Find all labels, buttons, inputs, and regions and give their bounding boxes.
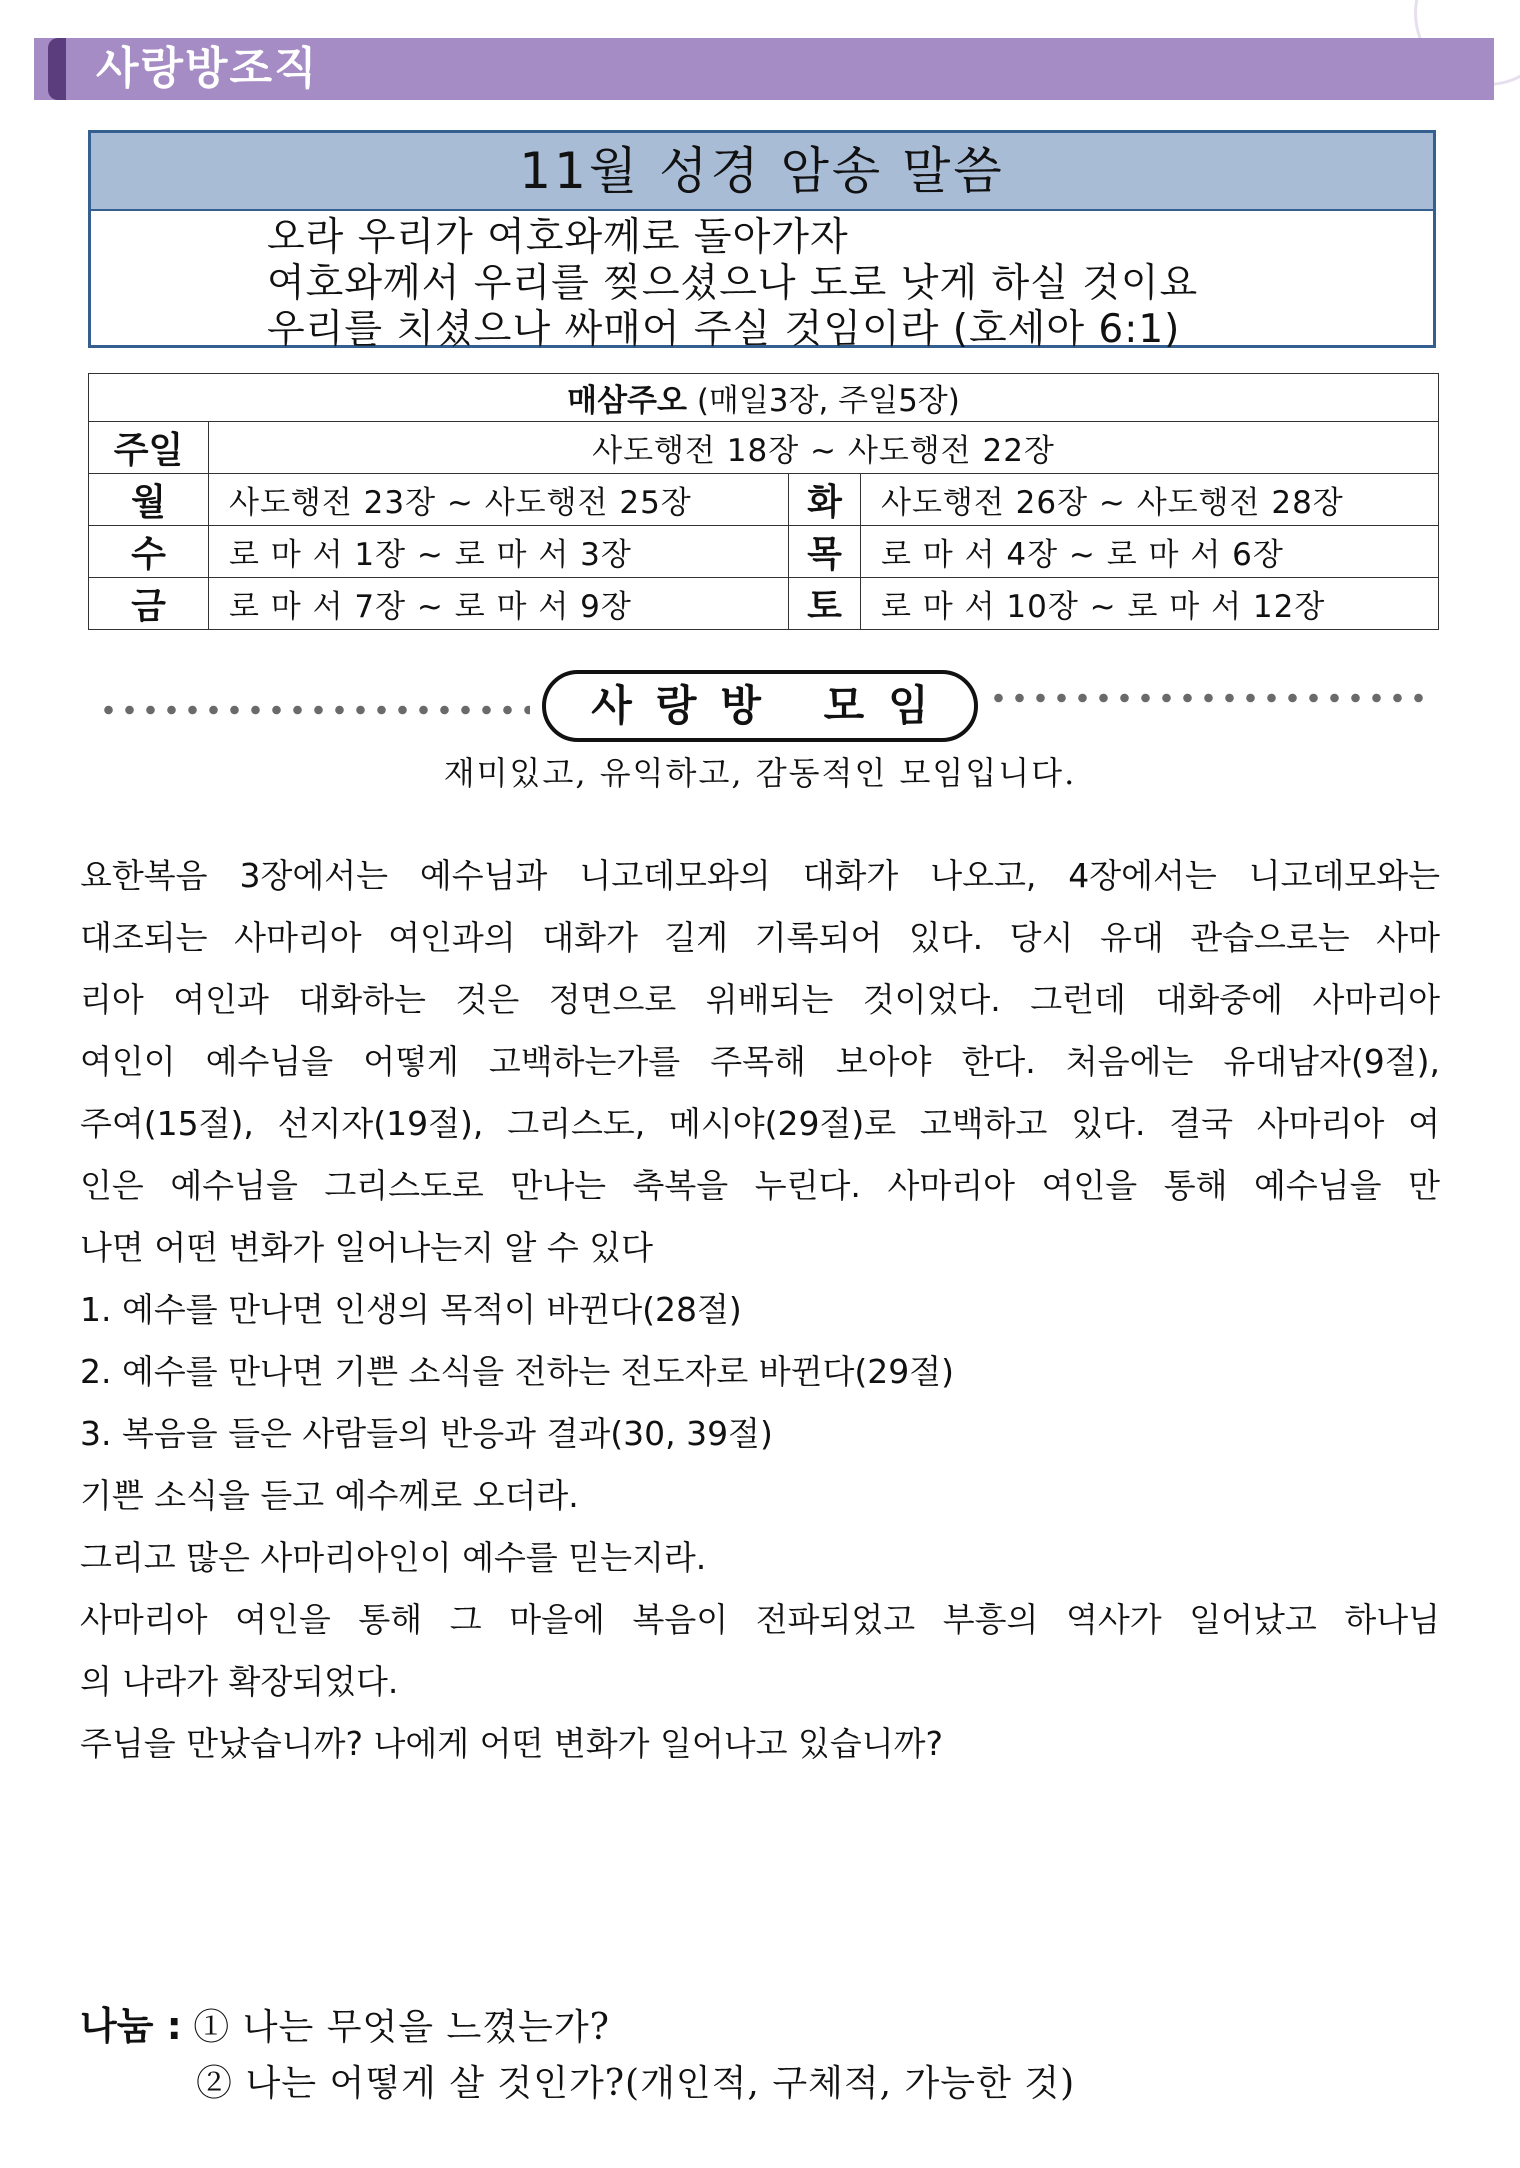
sharing-question: ① 나는 무엇을 느꼈는가? <box>193 2007 610 2048</box>
day-label: 금 <box>89 578 209 630</box>
reading-range: 로 마 서 7장 ~ 로 마 서 9장 <box>209 578 789 630</box>
memory-verse-text <box>91 211 1433 353</box>
dotted-divider-left <box>98 705 530 715</box>
meeting-subtitle: 재미있고, 유익하고, 감동적인 모임입니다. <box>443 754 1077 792</box>
reading-plan-title: 매삼주오 <box>567 383 687 419</box>
body-line: 사마리아 여인을 통해 그 마을에 복음이 전파되었고 부흥의 역사가 일어났고 하나님 <box>80 1600 1440 1639</box>
table-row <box>89 474 1439 526</box>
body-line: 나면 어떤 변화가 일어나는지 알 수 있다 <box>80 1228 653 1267</box>
reading-range: 로 마 서 10장 ~ 로 마 서 12장 <box>861 578 1439 630</box>
table-row <box>89 578 1439 630</box>
bible-reading-table <box>88 373 1439 630</box>
sharing-questions <box>80 1998 1075 2112</box>
body-line: 인은 예수님을 그리스도로 만나는 축복을 누린다. 사마리아 여인을 통해 예수님을 만 <box>80 1166 1440 1205</box>
reading-plan-header <box>89 374 1439 422</box>
body-line: 의 나라가 확장되었다. <box>80 1662 399 1701</box>
dotted-divider-right <box>988 693 1426 703</box>
reading-plan-subtitle: (매일3장, 주일5장) <box>696 383 960 419</box>
body-line: 그리고 많은 사마리아인이 예수를 믿는지라. <box>80 1538 707 1577</box>
meeting-title-badge: 사랑방 모임 <box>542 670 978 742</box>
body-line: 3. 복음을 들은 사람들의 반응과 결과(30, 39절) <box>80 1414 773 1453</box>
body-line: 기쁜 소식을 듣고 예수께로 오더라. <box>80 1476 579 1515</box>
verse-line: 우리를 치셨으나 싸매어 주실 것임이라 (호세아 6:1) <box>267 307 1181 352</box>
verse-line: 오라 우리가 여호와께로 돌아가자 <box>267 215 849 260</box>
day-label: 월 <box>89 474 209 526</box>
reading-range: 사도행전 23장 ~ 사도행전 25장 <box>209 474 789 526</box>
body-line: 리아 여인과 대화하는 것은 정면으로 위배되는 것이었다. 그런데 대화중에 사마리아 <box>80 980 1440 1019</box>
sharing-question: ② 나는 어떻게 살 것인가?(개인적, 구체적, 가능한 것) <box>196 2063 1076 2104</box>
section-header-accent <box>48 38 66 100</box>
memory-verse-title: 11월 성경 암송 말씀 <box>91 133 1433 211</box>
table-row <box>89 422 1439 474</box>
reading-range: 사도행전 26장 ~ 사도행전 28장 <box>861 474 1439 526</box>
body-line: 여인이 예수님을 어떻게 고백하는가를 주목해 보아야 한다. 처음에는 유대남자(9절), <box>80 1042 1440 1081</box>
reading-range: 사도행전 18장 ~ 사도행전 22장 <box>209 422 1439 474</box>
section-title: 사랑방조직 <box>96 43 319 94</box>
body-line: 2. 예수를 만나면 기쁜 소식을 전하는 전도자로 바뀐다(29절) <box>80 1352 954 1391</box>
verse-line: 여호와께서 우리를 찢으셨으나 도로 낫게 하실 것이요 <box>267 261 1199 306</box>
reading-range: 로 마 서 1장 ~ 로 마 서 3장 <box>209 526 789 578</box>
sharing-label: 나눔 : <box>80 2004 182 2048</box>
day-label: 수 <box>89 526 209 578</box>
day-label: 토 <box>789 578 861 630</box>
day-label: 주일 <box>89 422 209 474</box>
body-line: 요한복음 3장에서는 예수님과 니고데모와의 대화가 나오고, 4장에서는 니고데모와는 <box>80 856 1440 895</box>
body-line: 주여(15절), 선지자(19절), 그리스도, 메시야(29절)로 고백하고 있다. 결국 사마리아 여 <box>80 1104 1440 1143</box>
body-line: 1. 예수를 만나면 인생의 목적이 바뀐다(28절) <box>80 1290 742 1329</box>
memory-verse-box <box>88 130 1436 352</box>
day-label: 화 <box>789 474 861 526</box>
body-line: 주님을 만났습니까? 나에게 어떤 변화가 일어나고 있습니까? <box>80 1724 944 1763</box>
meeting-body <box>80 845 1440 1775</box>
table-row <box>89 526 1439 578</box>
day-label: 목 <box>789 526 861 578</box>
reading-range: 로 마 서 4장 ~ 로 마 서 6장 <box>861 526 1439 578</box>
body-line: 대조되는 사마리아 여인과의 대화가 길게 기록되어 있다. 당시 유대 관습으로는 사마 <box>80 918 1440 957</box>
